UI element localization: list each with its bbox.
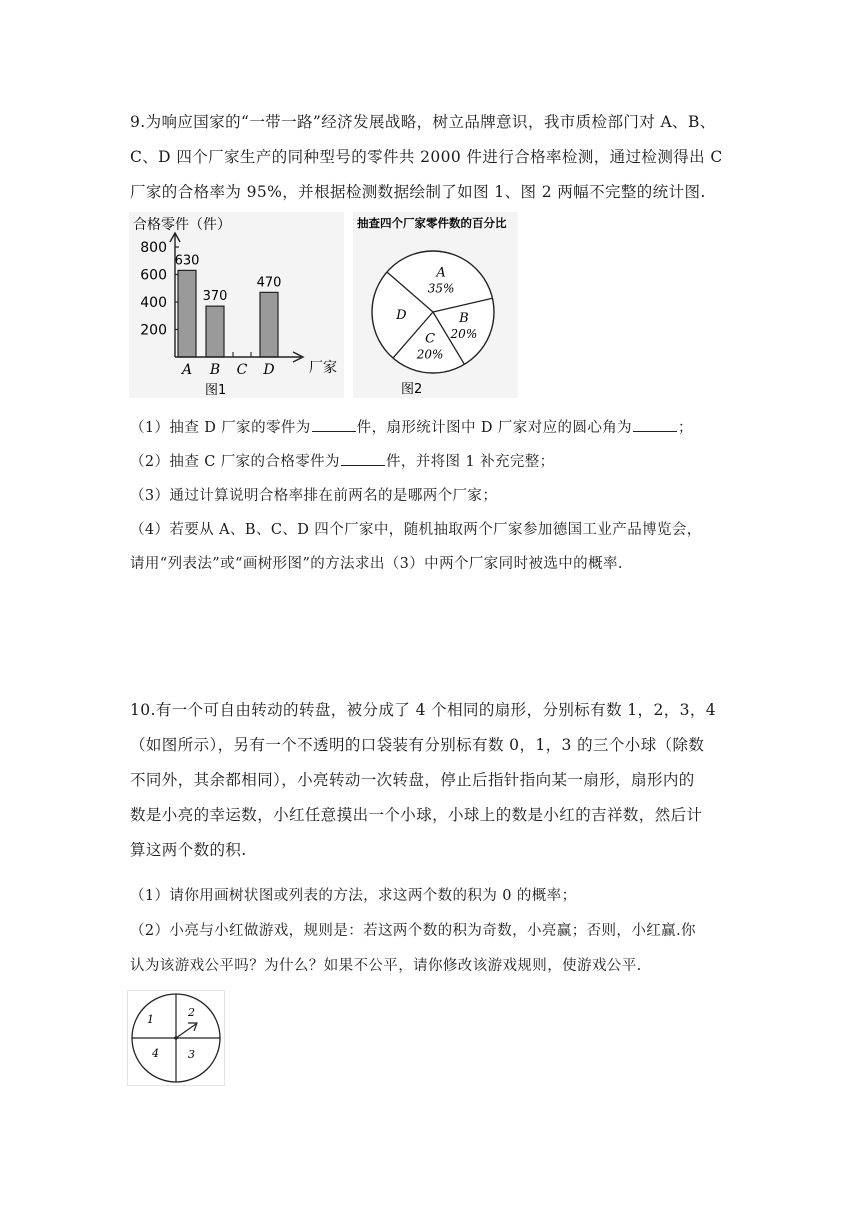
pie-slice-percent-A: 35% <box>427 281 455 296</box>
y-tick-label: 200 <box>140 322 167 339</box>
bar-chart <box>129 212 344 398</box>
q9-sub2 <box>130 450 555 471</box>
pie-slice-label-B: B <box>459 311 469 327</box>
pie-chart-title: 抽查四个厂家零件数的百分比 <box>357 216 507 230</box>
q10-text-line-3: 不同外，其余都相同），小亮转动一次转盘，停止后指针指向某一扇形，扇形内的 <box>130 771 695 789</box>
pie-slice-label-D: D <box>396 308 407 324</box>
spinner-diagram <box>128 991 224 1085</box>
bar-chart-xlabel: 厂家 <box>309 360 337 376</box>
q9-sub1 <box>130 416 693 437</box>
q10-sub2-line-1: （2）小亮与小红做游戏，规则是：若这两个数的积为奇数，小亮赢；否则，小红赢.你 <box>130 923 696 939</box>
q9-sub1-answer-blank-1[interactable] <box>312 417 356 432</box>
bar-D <box>260 292 278 357</box>
y-tick-label: 800 <box>140 240 167 256</box>
q10-text-line-2: （如图所示），另有一个不透明的口袋装有分别标有数 0，1，3 的三个小球（除数 <box>130 736 705 754</box>
q10-sub1: （1）请你用画树状图或列表的方法，求这两个数的积为 0 的概率； <box>130 888 577 904</box>
pie-slice-percent-C: 20% <box>416 347 444 362</box>
q9-text-line-1: 9.为响应国家的“一带一路”经济发展战略，树立品牌意识，我市质检部门对 A、B、 <box>130 113 716 131</box>
spinner-center-dot <box>174 1036 178 1040</box>
x-tick-label-B: B <box>209 362 221 378</box>
pie-chart-caption: 图2 <box>401 382 423 397</box>
q9-text-line-2: C、D 四个厂家生产的同种型号的零件共 2000 件进行合格率检测，通过检测得出 C <box>130 148 723 166</box>
bar-value-label-A: 630 <box>174 253 200 269</box>
y-tick-label: 600 <box>140 267 167 284</box>
q9-sub4-line-1: （4）若要从 A、B、C、D 四个厂家中，随机抽取两个厂家参加德国工业产品博览会， <box>130 522 702 538</box>
bar-value-label-B: 370 <box>202 289 228 305</box>
pie-chart-figure <box>353 212 518 398</box>
pie-slice-percent-B: 20% <box>450 327 478 342</box>
spinner-number-3: 3 <box>188 1048 195 1061</box>
q9-text-line-3: 厂家的合格率为 95%，并根据检测数据绘制了如图 1、图 2 两幅不完整的统计图. <box>130 183 706 201</box>
q9-sub3: （3）通过计算说明合格率排在前两名的是哪两个厂家； <box>130 488 498 504</box>
y-tick-label: 400 <box>140 295 167 311</box>
q9-sub4-line-2: 请用“列表法”或“画树形图”的方法求出（3）中两个厂家同时被选中的概率. <box>130 556 623 572</box>
q9-sub1-text-a: （1）抽查 D 厂家的零件为 <box>130 420 311 436</box>
bar-chart-ylabel: 合格零件（件） <box>133 217 231 233</box>
q10-text-line-5: 算这两个数的积. <box>130 841 247 859</box>
spinner-figure <box>127 990 225 1086</box>
bar-B <box>206 306 224 357</box>
q9-sub1-text-c: ； <box>678 420 693 436</box>
spinner-number-1: 1 <box>147 1013 154 1026</box>
q9-sub1-text-b: 件，扇形统计图中 D 厂家对应的圆心角为 <box>356 420 633 436</box>
pie-slice-label-A: A <box>436 265 446 281</box>
spinner-number-4: 4 <box>152 1047 159 1060</box>
q9-sub2-text-a: （2）抽查 C 厂家的合格零件为 <box>130 454 340 470</box>
q9-sub2-answer-blank[interactable] <box>341 451 385 466</box>
x-tick-label-C: C <box>236 362 248 378</box>
bar-A <box>178 270 196 357</box>
q10-text-line-1: 10.有一个可自由转动的转盘，被分成了 4 个相同的扇形，分别标有数 1，2，3，4 <box>130 701 717 719</box>
x-tick-label-A: A <box>181 362 193 378</box>
spinner-number-2: 2 <box>188 1006 195 1019</box>
q10-text-line-4: 数是小亮的幸运数，小红任意摸出一个小球，小球上的数是小红的吉祥数，然后计 <box>130 806 703 824</box>
q9-sub1-answer-blank-2[interactable] <box>633 417 677 432</box>
bar-chart-caption: 图1 <box>205 383 227 398</box>
bar-value-label-D: 470 <box>256 275 282 291</box>
q9-sub2-text-b: 件，并将图 1 补充完整； <box>385 454 555 470</box>
pie-chart <box>353 212 518 398</box>
pie-slice-label-C: C <box>425 331 436 347</box>
q10-sub2-line-2: 认为该游戏公平吗？为什么？如果不公平，请你修改该游戏规则，使游戏公平. <box>130 958 642 974</box>
bar-chart-figure <box>129 212 344 398</box>
x-tick-label-D: D <box>263 362 275 378</box>
